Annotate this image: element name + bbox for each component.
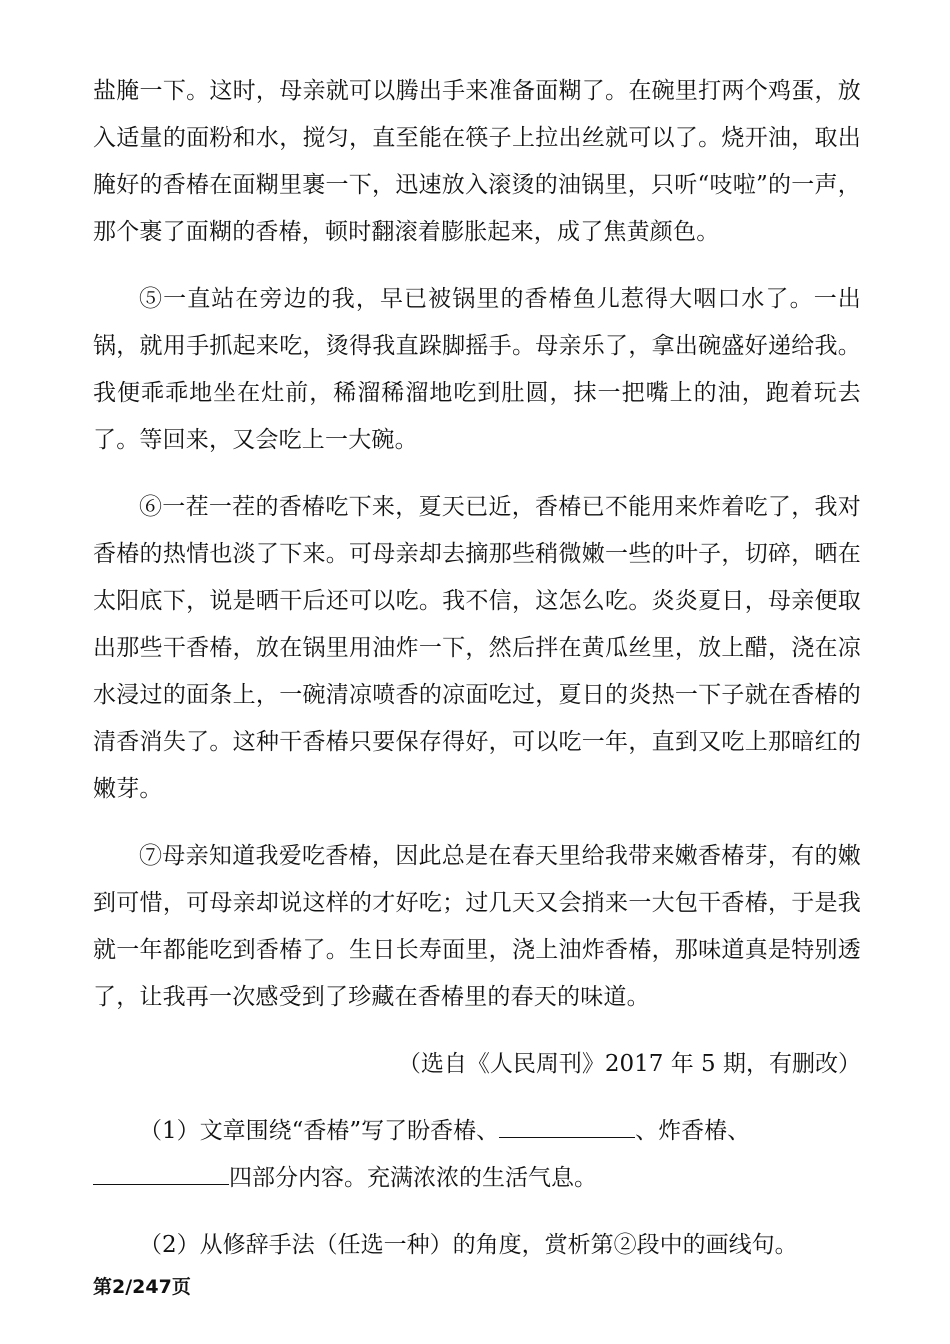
- answer-blank-1[interactable]: [499, 1113, 635, 1138]
- question-1-text-c: 四部分内容。充满浓浓的生活气息。: [229, 1165, 597, 1191]
- question-1-text-a: （1）文章围绕“香椿”写了盼香椿、: [139, 1118, 500, 1144]
- paragraph-4-continued: 盐腌一下。这时，母亲就可以腾出手来准备面糊了。在碗里打两个鸡蛋，放入适量的面粉和水，搅匀，直至能在筷子上拉出丝就可以了。烧开油，取出腌好的香椿在面糊里裹一下，迅速放入滚烫的油锅里，只听“吱啦”的一声，那个裹了面糊的香椿，顿时翻滚着膨胀起来，成了焦黄颜色。: [93, 78, 861, 245]
- paragraph-6: ⑥一茬一茬的香椿吃下来，夏天已近，香椿已不能用来炸着吃了，我对香椿的热情也淡了下来。可母亲却去摘那些稍微嫩一些的叶子，切碎，晒在太阳底下，说是晒干后还可以吃。我不信，这怎么吃。炎炎夏日，母亲便取出那些干香椿，放在锅里用油炸一下，然后拌在黄瓜丝里，放上醋，浇在凉水浸过的面条上，一碗清凉喷香的凉面吃过，夏日的炎热一下子就在香椿的清香消失了。这种干香椿只要保存得好，可以吃一年，直到又吃上那暗红的嫩芽。: [93, 494, 861, 802]
- answer-blank-2[interactable]: [93, 1160, 229, 1185]
- paragraph-7: ⑦母亲知道我爱吃香椿，因此总是在春天里给我带来嫩香椿芽，有的嫩到可惜，可母亲却说这样的才好吃；过几天又会捎来一大包干香椿，于是我就一年都能吃到香椿了。生日长寿面里，浇上油炸香椿，那味道真是特别透了，让我再一次感受到了珍藏在香椿里的春天的味道。: [93, 843, 861, 1010]
- document-body: [93, 68, 861, 1289]
- source-citation: （选自《人民周刊》2017 年 5 期，有删改）: [397, 1051, 861, 1077]
- question-1: [93, 1108, 861, 1202]
- question-2: （2）从修辞手法（任选一种）的角度，赏析第②段中的画线句。: [139, 1232, 798, 1258]
- page-number: 第2/247页: [93, 1276, 191, 1298]
- question-1-text-b: 、炸香椿、: [635, 1118, 751, 1144]
- paragraph-5: ⑤一直站在旁边的我，早已被锅里的香椿鱼儿惹得大咽口水了。一出锅，就用手抓起来吃，烫得我直跺脚摇手。母亲乐了，拿出碗盛好递给我。我便乖乖地坐在灶前，稀溜稀溜地吃到肚圆，抹一把嘴上的油，跑着玩去了。等回来，又会吃上一大碗。: [93, 286, 861, 453]
